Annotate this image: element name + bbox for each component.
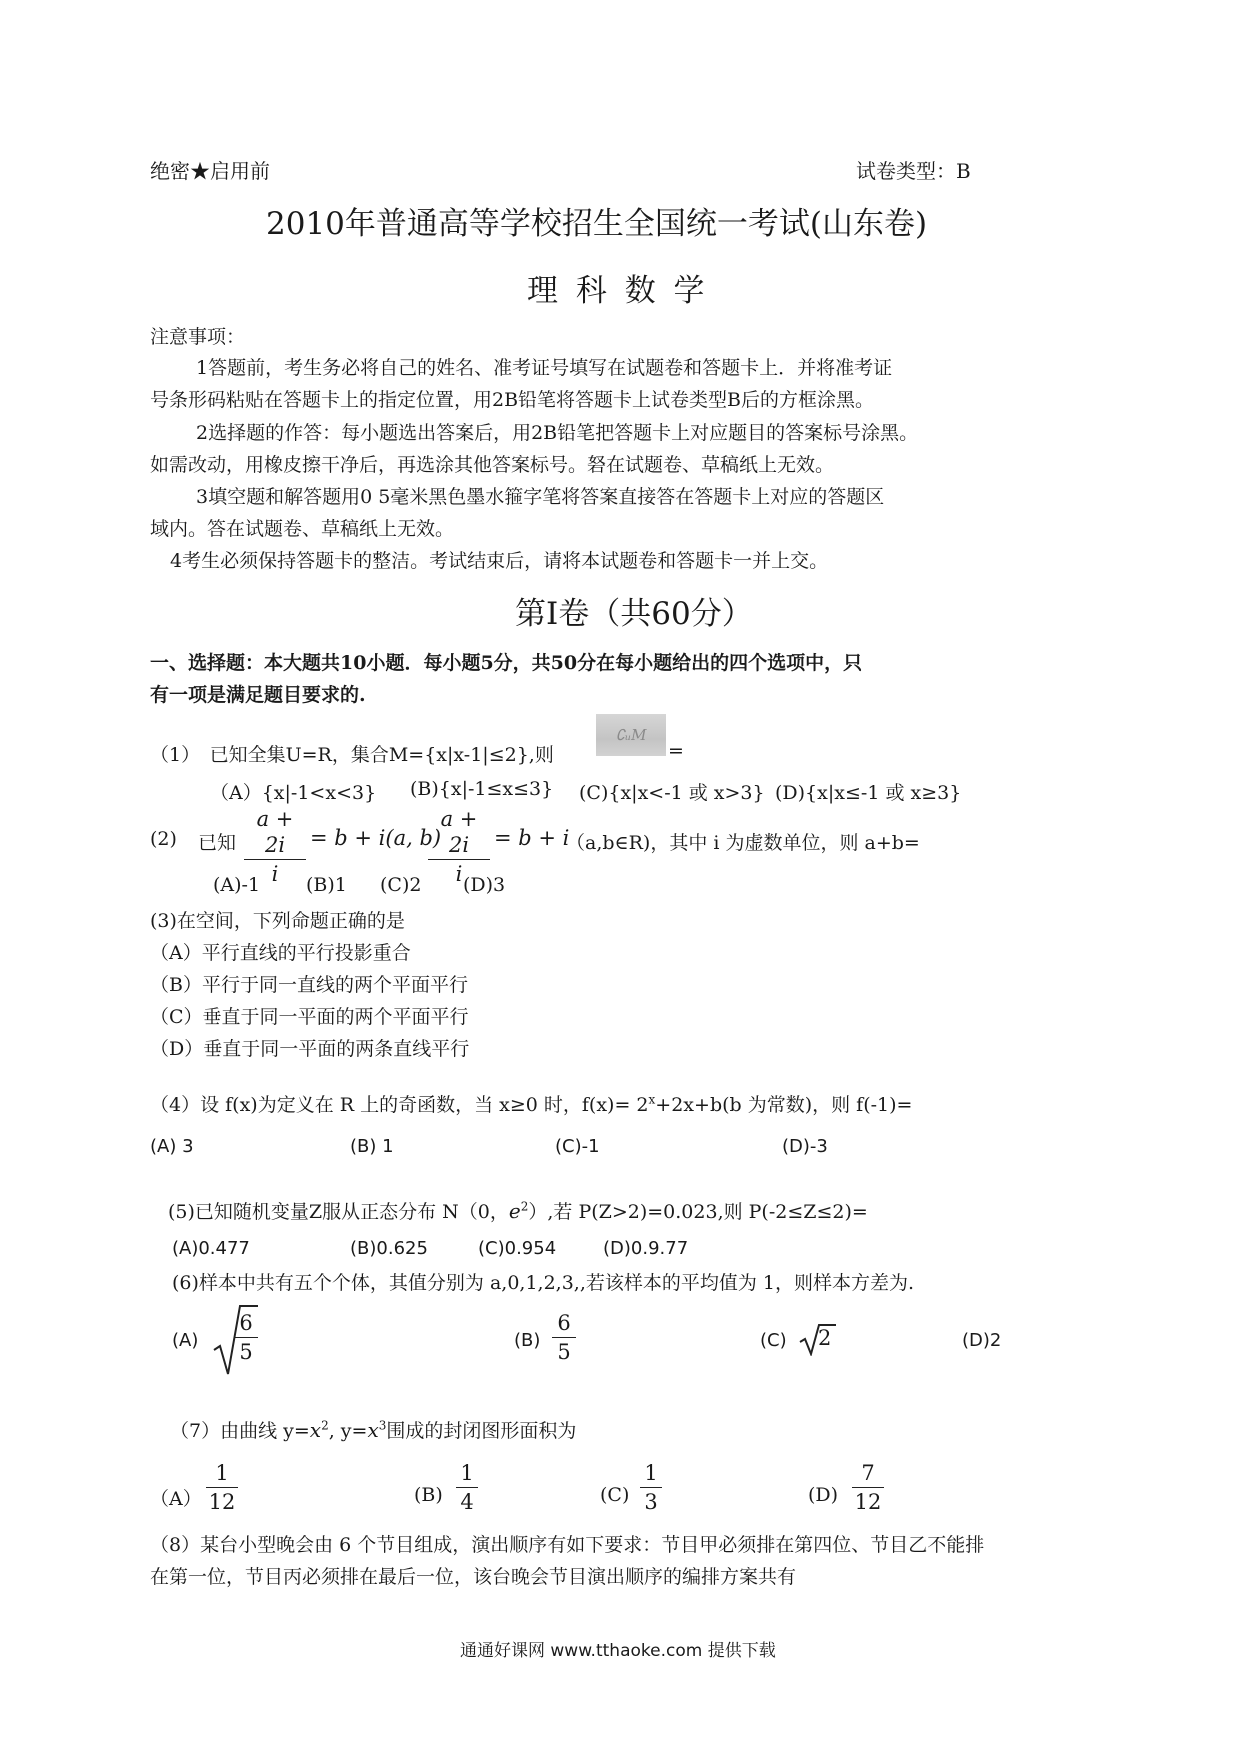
q7-x: x <box>309 1418 322 1442</box>
q6-label-a: (A) <box>172 1330 199 1351</box>
q4-stem-part-2: +2x+b(b 为常数)，则 f(-1)= <box>655 1094 913 1116</box>
q6-fraction-a <box>234 1310 258 1365</box>
q2-expression-2: = b + i <box>494 826 570 850</box>
notes-heading: 注意事项： <box>150 326 246 348</box>
q2-expression-1: = b + i(a, b) <box>310 826 442 850</box>
q4-option-c: (C)-1 <box>555 1136 600 1157</box>
q7-fraction-b <box>456 1460 478 1515</box>
q6-stem: (6)样本中共有五个个体，其值分别为 a,0,1,2,3,,若该样本的平均值为 1，则样本方差为. <box>172 1272 915 1294</box>
notes-line: 2选择题的作答：每小题选出答案后，用2B铅笔把答题卡上对应题目的答案标号涂黑。 <box>196 422 919 444</box>
q1-option-c: (C){x|x<-1 或 x>3} <box>579 782 765 804</box>
q7-x: x <box>367 1418 379 1442</box>
q5-stem <box>168 1197 868 1224</box>
q2-fraction-numerator: a + 2i <box>256 807 294 857</box>
q6-label-c: (C) <box>760 1330 787 1351</box>
q2-option-c: (C)2 <box>380 874 422 896</box>
q6-label-d: (D)2 <box>962 1330 1002 1351</box>
q3-option-b: （B）平行于同一直线的两个平面平行 <box>150 974 468 996</box>
q4-option-d: (D)-3 <box>782 1136 828 1157</box>
q2-fraction-denominator: i <box>271 862 279 886</box>
q7-b-denominator: 4 <box>460 1490 474 1514</box>
q7-label-c: (C) <box>600 1484 630 1506</box>
q7-fraction-d <box>852 1460 884 1515</box>
exam-title: 2010年普通高等学校招生全国统一考试(山东卷) <box>266 206 928 242</box>
q2-known: 已知 <box>198 832 237 854</box>
q7-mid: , y= <box>328 1420 368 1442</box>
q5-option-a: (A)0.477 <box>172 1238 250 1259</box>
q3-option-d: （D）垂直于同一平面的两条直线平行 <box>150 1038 470 1060</box>
q6-a-denominator: 5 <box>239 1340 253 1364</box>
confidential-label: 绝密★启用前 <box>150 159 270 183</box>
q4-stem <box>150 1090 912 1117</box>
notes-line: 如需改动，用橡皮擦干净后，再选涂其他答案标号。砮在试题卷、草稿纸上无效。 <box>150 454 835 476</box>
section-title: 第Ⅰ卷（共60分） <box>515 596 753 632</box>
q5-option-d: (D)0.9.77 <box>603 1238 689 1259</box>
q6-b-denominator: 5 <box>557 1340 571 1364</box>
section-intro: 一、选择题：本大题共10小题．每小题5分，共50分在每小题给出的四个选项中，只 <box>150 652 863 674</box>
q7-d-denominator: 12 <box>854 1490 882 1514</box>
q6-fraction-b <box>552 1310 576 1365</box>
q1-equals: = <box>668 740 684 762</box>
q6-a-numerator: 6 <box>239 1311 253 1335</box>
q7-c-denominator: 3 <box>644 1490 658 1514</box>
q8-line-1: （8）某台小型晚会由 6 个节目组成，演出顺序有如下要求：节目甲必须排在第四位、节目乙不能排 <box>150 1534 985 1556</box>
footer-text: 通通好课网 www.tthaoke.com 提供下载 <box>460 1641 776 1661</box>
q7-label-d: (D) <box>808 1484 839 1506</box>
q7-b-numerator: 1 <box>460 1461 474 1485</box>
q2-option-b: (B)1 <box>306 874 347 896</box>
q4-option-b: (B) 1 <box>350 1136 394 1157</box>
q7-stem-part-1: （7）由曲线 y= <box>170 1420 310 1442</box>
paper-type-label: 试卷类型：B <box>856 159 971 183</box>
q6-b-numerator: 6 <box>557 1311 571 1335</box>
fraction-bar <box>640 1487 662 1488</box>
fraction-bar <box>206 1487 238 1488</box>
subject-title: 理 科 数 学 <box>527 273 709 309</box>
fraction-bar <box>852 1487 884 1488</box>
q2-tail: （a,b∈R)，其中 i 为虚数单位，则 a+b= <box>566 832 920 854</box>
q7-fraction-a <box>206 1460 238 1515</box>
q1-stem: （1） 已知全集U=R，集合M={x|x-1|≤2},则 <box>150 744 554 766</box>
q7-exponent-2: 2 <box>321 1418 329 1433</box>
q5-e: e <box>508 1199 521 1223</box>
notes-line: 号条形码粘贴在答题卡上的指定位置，用2B铅笔将答题卡上试卷类型B后的方框涂黑。 <box>150 389 875 411</box>
q5-option-c: (C)0.954 <box>478 1238 557 1259</box>
q7-stem-part-2: 围成的封闭图形面积为 <box>386 1420 577 1442</box>
q1-option-d: (D){x|x≤-1 或 x≥3} <box>775 782 962 804</box>
notes-line: 3填空题和解答题用0 5毫米黑色墨水箍字笔将答案直接答在答题卡上对应的答题区 <box>196 486 885 508</box>
q4-stem-part-1: （4）设 f(x)为定义在 R 上的奇函数，当 x≥0 时，f(x)= 2 <box>150 1094 649 1116</box>
q1-option-b: (B){x|-1≤x≤3} <box>410 778 554 800</box>
q2-number: (2) <box>150 828 177 850</box>
fraction-bar <box>456 1487 478 1488</box>
q5-exponent: 2 <box>520 1199 529 1214</box>
notes-line: 4考生必须保持答题卡的整洁。考试结束后，请将本试题卷和答题卡一并上交。 <box>170 550 829 572</box>
q5-stem-part-2: ）,若 P(Z>2)=0.023,则 P(-2≤Z≤2)= <box>528 1201 868 1223</box>
q6-c-radicand: 2 <box>818 1326 832 1350</box>
q7-c-numerator: 1 <box>644 1461 658 1485</box>
q7-stem <box>170 1416 576 1443</box>
q7-a-denominator: 12 <box>208 1490 236 1514</box>
fraction-bar <box>428 859 490 860</box>
fraction-bar <box>552 1337 576 1338</box>
q5-option-b: (B)0.625 <box>350 1238 428 1259</box>
q7-label-a: （A） <box>150 1488 202 1510</box>
q3-stem: (3)在空间，下列命题正确的是 <box>150 910 405 932</box>
q7-d-numerator: 7 <box>861 1461 875 1485</box>
notes-line: 域内。答在试题卷、草稿纸上无效。 <box>150 518 455 540</box>
q7-fraction-c <box>640 1460 662 1515</box>
q2-fraction-denominator: i <box>455 862 463 886</box>
fraction-bar <box>244 859 306 860</box>
q7-label-b: (B) <box>414 1484 443 1506</box>
q4-option-a: (A) 3 <box>150 1136 194 1157</box>
q7-a-numerator: 1 <box>215 1461 229 1485</box>
q7-exponent-3: 3 <box>378 1418 387 1433</box>
q5-stem-part-1: (5)已知随机变量Z服从正态分布 N（0， <box>168 1201 509 1223</box>
q1-formula-image: ∁ᵤM <box>596 714 666 756</box>
q4-exponent: x <box>648 1092 656 1107</box>
q2-fraction-numerator: a + 2i <box>440 807 478 857</box>
q3-option-c: （C）垂直于同一平面的两个平面平行 <box>150 1006 469 1028</box>
q2-option-a: (A)-1 <box>213 874 261 896</box>
q1-option-a: （A）{x|-1<x<3} <box>210 782 377 804</box>
q2-option-d: (D)3 <box>463 874 506 896</box>
q3-option-a: （A）平行直线的平行投影重合 <box>150 942 411 964</box>
q6-label-b: (B) <box>514 1330 541 1351</box>
section-intro: 有一项是满足题目要求的. <box>150 684 366 706</box>
q8-line-2: 在第一位，节目丙必须排在最后一位，该台晚会节目演出顺序的编排方案共有 <box>150 1566 797 1588</box>
fraction-bar <box>234 1337 258 1338</box>
notes-line: 1答题前，考生务必将自己的姓名、准考证号填写在试题卷和答题卡上．并将准考证 <box>196 357 893 379</box>
